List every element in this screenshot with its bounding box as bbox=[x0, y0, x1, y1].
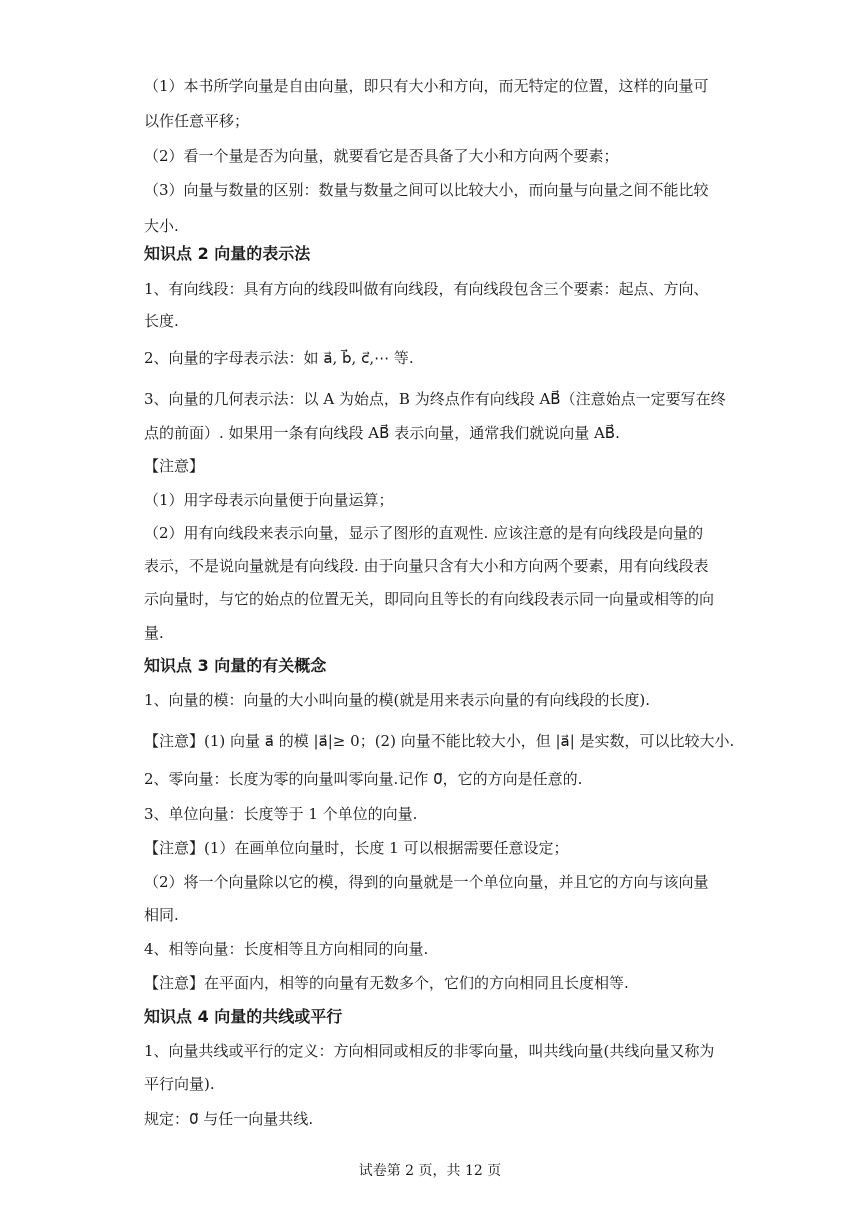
text-line: （1）本书所学向量是自由向量，即只有大小和方向，而无特定的位置，这样的向量可 bbox=[144, 77, 709, 95]
text-line: 表示，不是说向量就是有向线段. 由于向量只含有大小和方向两个要素，用有向线段表 bbox=[144, 557, 709, 575]
section-heading: 知识点 3 向量的有关概念 bbox=[144, 656, 327, 675]
text-line: 【注意】(1）在画单位向量时，长度 1 可以根据需要任意设定； bbox=[144, 839, 569, 857]
text-line: 长度. bbox=[144, 312, 179, 330]
text-line: （3）向量与数量的区别：数量与数量之间可以比较大小，而向量与向量之间不能比较 bbox=[144, 181, 709, 199]
text-line: （1）用字母表示向量便于向量运算； bbox=[144, 491, 394, 509]
text-line: 平行向量). bbox=[144, 1075, 215, 1093]
text-line: 1、向量的模：向量的大小叫向量的模(就是用来表示向量的有向线段的长度). bbox=[144, 691, 651, 709]
text-line: 2、零向量：长度为零的向量叫零向量.记作 0⃗，它的方向是任意的. bbox=[144, 770, 583, 788]
text-line: 量. bbox=[144, 624, 164, 642]
page-footer: 试卷第 2 页，共 12 页 bbox=[358, 1163, 502, 1179]
text-line: 1、有向线段：具有方向的线段叫做有向线段，有向线段包含三个要素：起点、方向、 bbox=[144, 280, 709, 298]
text-line: 1、向量共线或平行的定义：方向相同或相反的非零向量，叫共线向量(共线向量又称为 bbox=[144, 1042, 715, 1060]
text-line: （2）用有向线段来表示向量，显示了图形的直观性. 应该注意的是有向线段是向量的 bbox=[144, 524, 704, 542]
text-line: （2）将一个向量除以它的模，得到的向量就是一个单位向量，并且它的方向与该向量 bbox=[144, 873, 709, 891]
text-line: 相同. bbox=[144, 906, 179, 924]
text-line: 规定：0⃗ 与任一向量共线. bbox=[144, 1110, 314, 1128]
section-heading: 知识点 2 向量的表示法 bbox=[144, 244, 311, 263]
text-line: 4、相等向量：长度相等且方向相同的向量. bbox=[144, 940, 429, 958]
text-line: 【注意】在平面内，相等的向量有无数多个，它们的方向相同且长度相等. bbox=[144, 974, 629, 992]
text-line: 3、向量的几何表示法：以 A 为始点，B 为终点作有向线段 AB⃗（注意始点一定要写在终 bbox=[144, 390, 726, 408]
text-line: 点的前面）. 如果用一条有向线段 AB⃗ 表示向量，通常我们就说向量 AB⃗. bbox=[144, 424, 620, 442]
text-line: 3、单位向量：长度等于 1 个单位的向量. bbox=[144, 805, 418, 823]
text-line: 2、向量的字母表示法：如 a⃗, b⃗, c⃗,⋯ 等. bbox=[144, 349, 414, 367]
section-heading: 知识点 4 向量的共线或平行 bbox=[144, 1007, 343, 1026]
text-line: 以作任意平移； bbox=[144, 112, 250, 130]
text-line: 大小. bbox=[144, 217, 179, 235]
text-line: 【注意】 bbox=[144, 457, 205, 475]
text-line: （2）看一个量是否为向量，就要看它是否具备了大小和方向两个要素； bbox=[144, 147, 619, 165]
text-line: 【注意】(1) 向量 a⃗ 的模 |a⃗|≥ 0；(2) 向量不能比较大小，但 |a⃗| 是实数，可以比较大小. bbox=[144, 732, 735, 750]
text-line: 示向量时，与它的始点的位置无关，即同向且等长的有向线段表示同一向量或相等的向 bbox=[144, 590, 715, 608]
